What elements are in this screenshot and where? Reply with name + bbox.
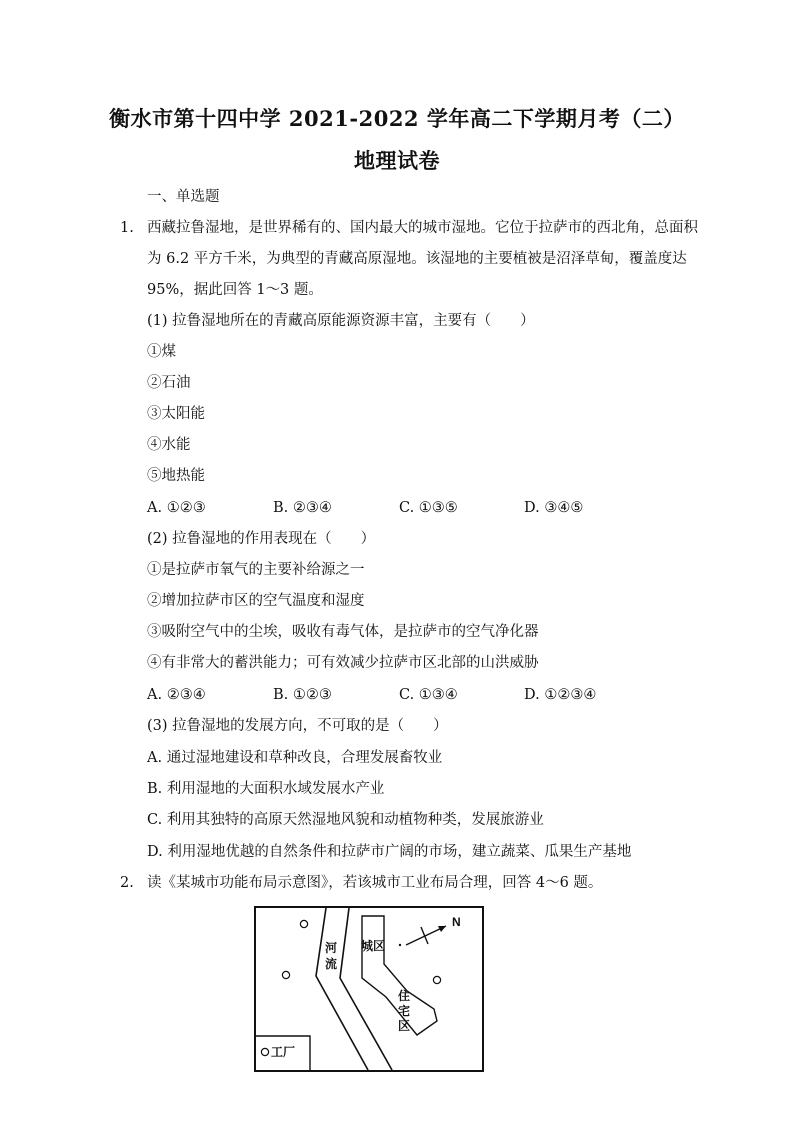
answer-option-d[interactable]: D. ①②③④ — [524, 687, 597, 703]
answer-option-c[interactable]: C. 利用其独特的高原天然湿地风貌和动植物种类，发展旅游业 — [147, 812, 544, 828]
choice-item: ⑤地热能 — [147, 468, 205, 484]
choice-item: ①是拉萨市氧气的主要补给源之一 — [147, 562, 365, 578]
question-stem-line: 西藏拉鲁湿地，是世界稀有的、国内最大的城市湿地。它位于拉萨市的西北角，总面积 — [147, 220, 698, 236]
question-number: 1. — [120, 220, 134, 236]
subquestion-prompt: (1) 拉鲁湿地所在的青藏高原能源资源丰富，主要有（ ） — [147, 313, 535, 329]
answer-option-d[interactable]: D. ③④⑤ — [524, 500, 584, 516]
section-heading: 一、单选题 — [147, 189, 220, 205]
legend-label: 工厂 — [271, 1045, 296, 1059]
answer-option-b[interactable]: B. ②③④ — [273, 500, 332, 516]
choice-item: ②石油 — [147, 375, 191, 391]
factory-marker — [433, 976, 440, 983]
river-label: 河 — [325, 941, 338, 955]
residential-label: 住 — [398, 989, 411, 1003]
residential-label: 宅 — [398, 1004, 411, 1018]
factory-marker — [261, 1048, 268, 1055]
factory-marker — [300, 920, 307, 927]
choice-item: ③太阳能 — [147, 406, 205, 422]
question-stem-line: 为 6.2 平方千米，为典型的青藏高原湿地。该湿地的主要植被是沼泽草甸，覆盖度达 — [147, 251, 687, 267]
choice-item: ④水能 — [147, 437, 191, 453]
subquestion-prompt: (3) 拉鲁湿地的发展方向，不可取的是（ ） — [147, 718, 448, 734]
exam-title-line2: 地理试卷 — [354, 148, 440, 173]
answer-option-b[interactable]: B. ①②③ — [273, 687, 332, 703]
answer-options-row — [0, 685, 794, 705]
factory-marker — [282, 971, 289, 978]
city-label: 城区 — [361, 939, 386, 953]
answer-option-c[interactable]: C. ①③⑤ — [399, 500, 458, 516]
choice-item: ①煤 — [147, 344, 176, 360]
answer-option-b[interactable]: B. 利用湿地的大面积水域发展水产业 — [147, 781, 385, 797]
subquestion-prompt: (2) 拉鲁湿地的作用表现在（ ） — [147, 531, 376, 547]
river-label: 流 — [325, 957, 338, 971]
question-number: 2. — [120, 875, 134, 891]
residential-label: 区 — [398, 1019, 411, 1033]
answer-options-row — [0, 498, 794, 518]
exam-title-line1: 衡水市第十四中学 2021-2022 学年高二下学期月考（二） — [109, 106, 685, 131]
city-layout-map — [254, 906, 484, 1072]
answer-option-c[interactable]: C. ①③④ — [399, 687, 458, 703]
answer-option-d[interactable]: D. 利用湿地优越的自然条件和拉萨市广阔的市场，建立蔬菜、瓜果生产基地 — [147, 844, 632, 860]
choice-item: ③吸附空气中的尘埃，吸收有毒气体，是拉萨市的空气净化器 — [147, 624, 539, 640]
choice-item: ④有非常大的蓄洪能力；可有效减少拉萨市区北部的山洪威胁 — [147, 655, 539, 671]
answer-option-a[interactable]: A. ①②③ — [147, 500, 206, 516]
choice-item: ②增加拉萨市区的空气温度和湿度 — [147, 593, 365, 609]
question-stem-line: 读《某城市功能布局示意图》，若该城市工业布局合理，回答 4～6 题。 — [147, 875, 603, 891]
answer-option-a[interactable]: A. 通过湿地建设和草种改良，合理发展畜牧业 — [147, 750, 443, 766]
answer-option-a[interactable]: A. ②③④ — [147, 687, 206, 703]
map-dot — [399, 944, 401, 946]
question-stem-line: 95%，据此回答 1～3 题。 — [147, 282, 323, 298]
north-label: N — [452, 915, 461, 929]
